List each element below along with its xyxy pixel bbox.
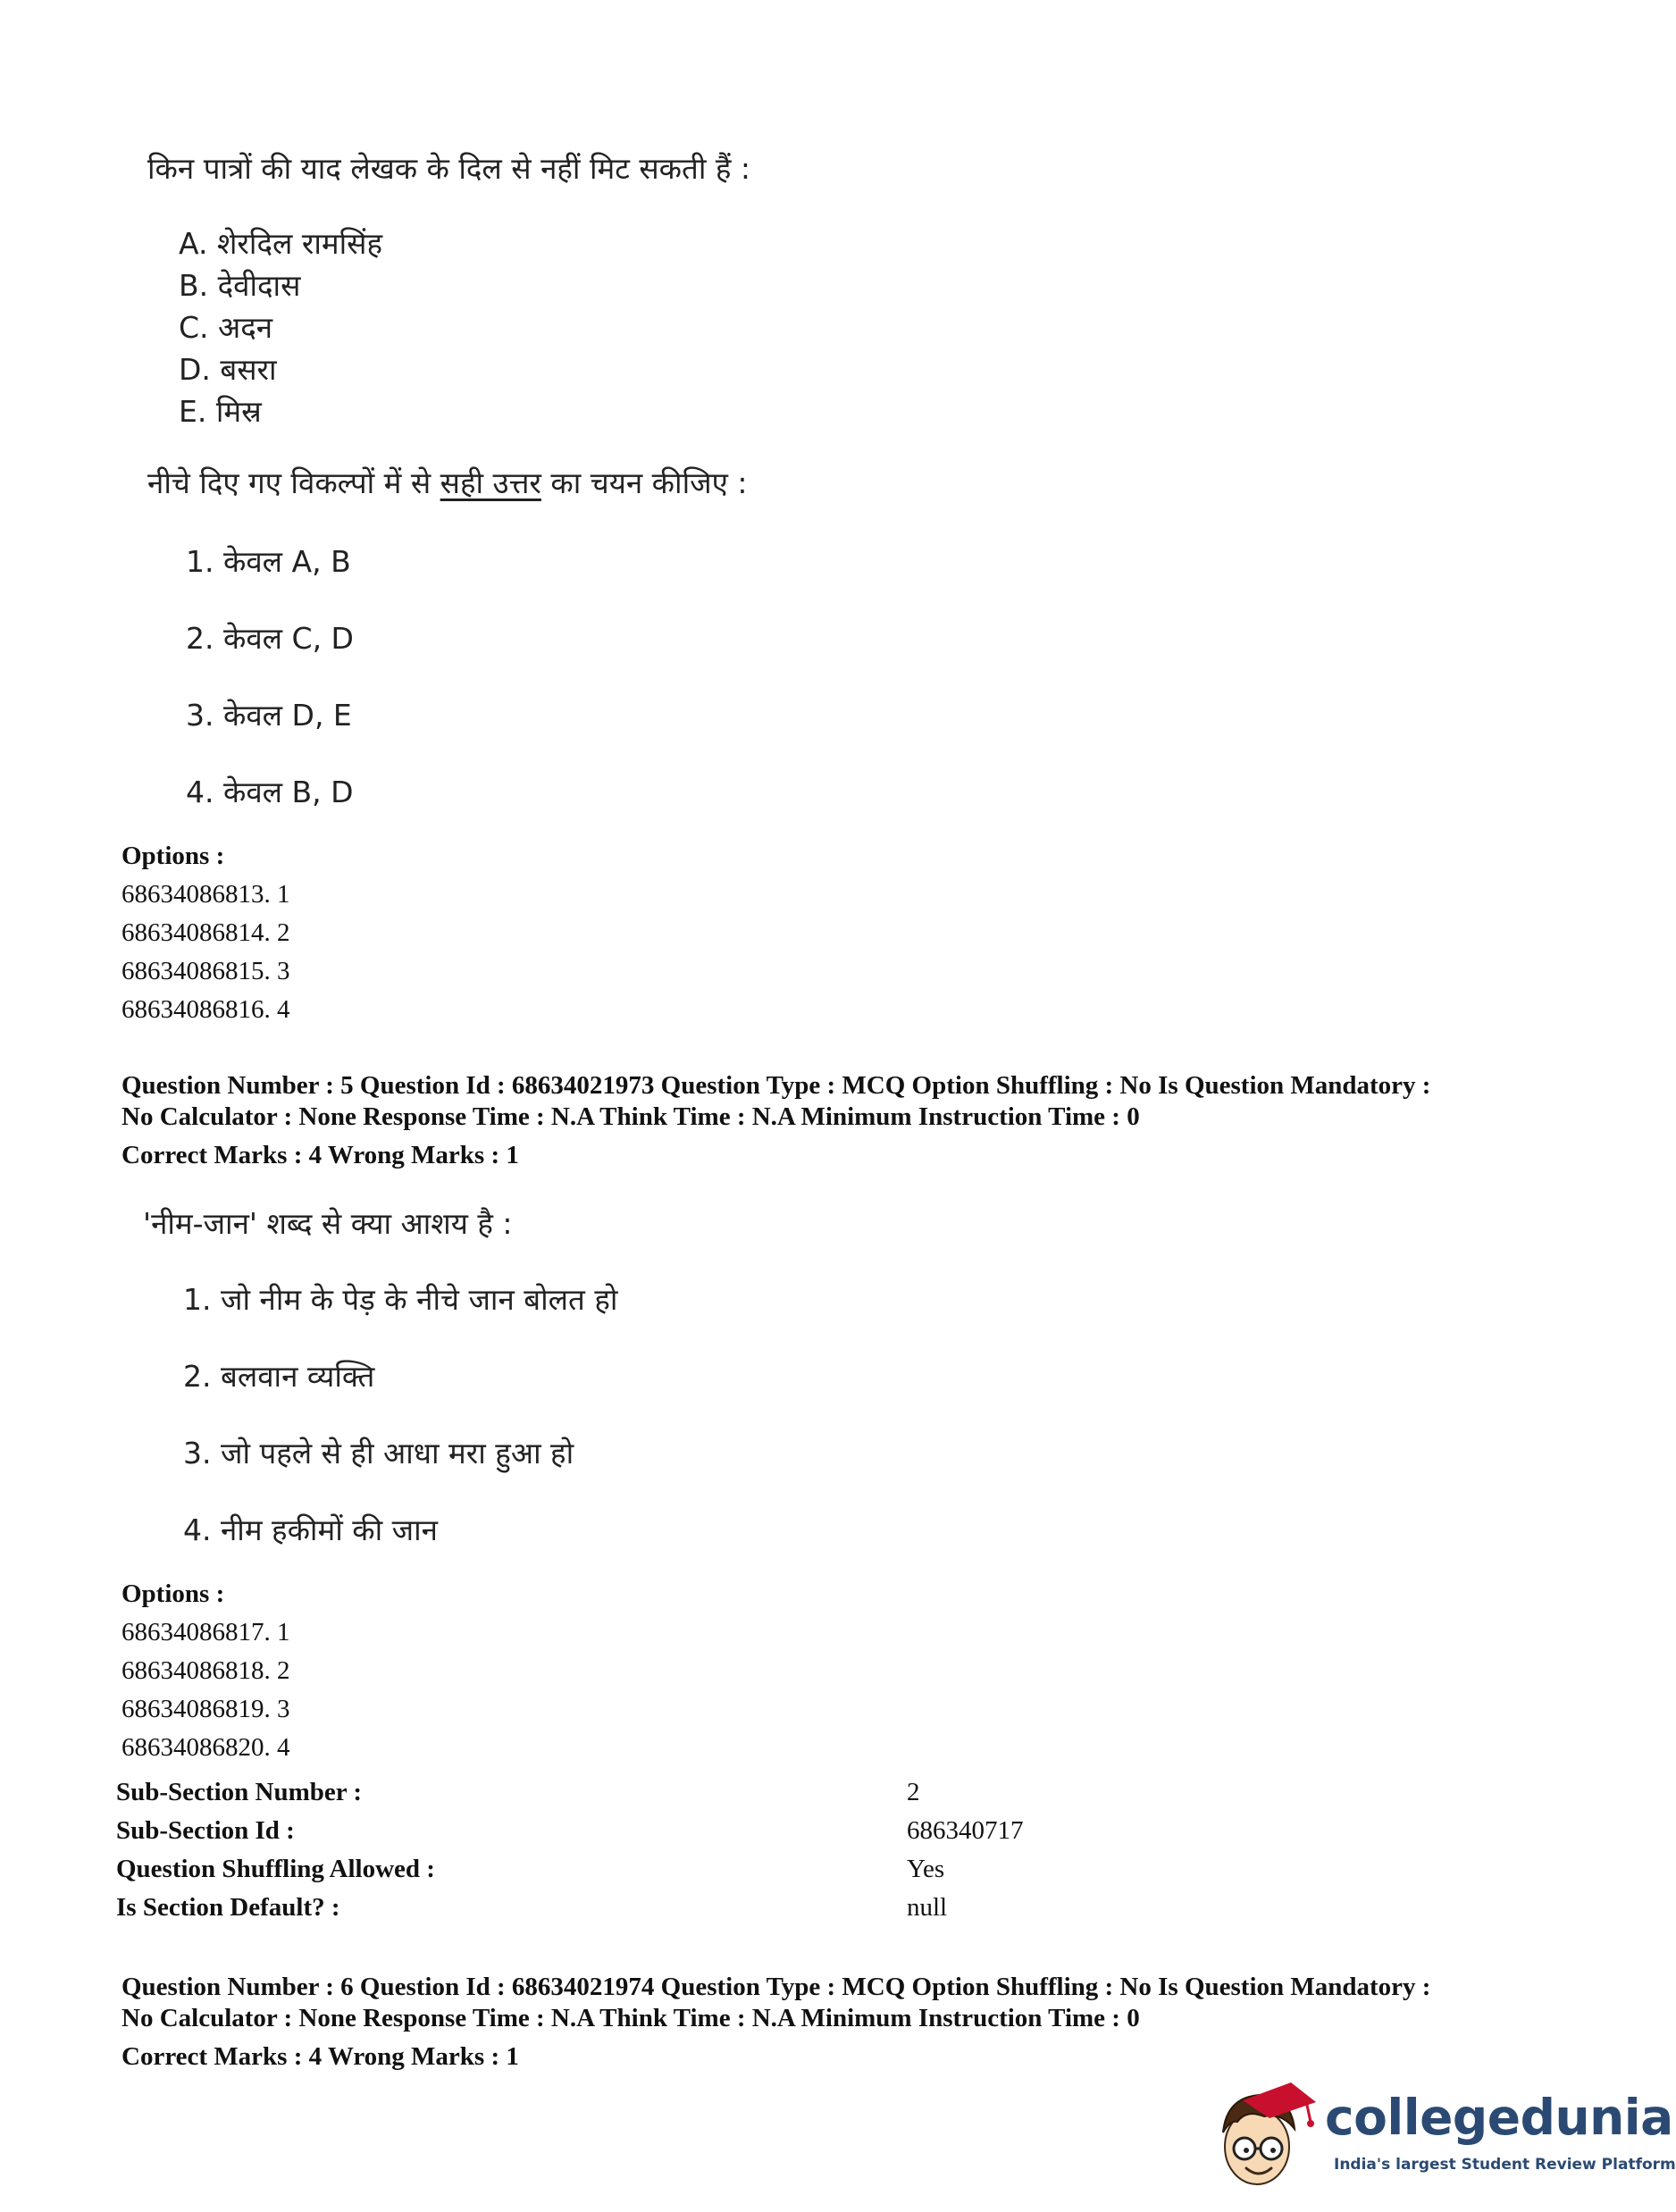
section-default-value: null [907, 1893, 948, 1922]
question-shuffling-value: Yes [907, 1855, 945, 1883]
q5-choice-1: 1. जो नीम के पेड़ के नीचे जान बोलत हो [183, 1282, 618, 1317]
question-shuffling-label: Question Shuffling Allowed : [116, 1855, 435, 1883]
q4-item-a: A. शेरदिल रामसिंह [179, 226, 383, 261]
q4-item-c: C. अदन [179, 310, 273, 345]
q4-choice-3: 3. केवल D, E [186, 698, 352, 733]
q5-option-id-3: 68634086819. 3 [122, 1695, 290, 1723]
q5-marks: Correct Marks : 4 Wrong Marks : 1 [122, 1141, 519, 1169]
q5-choice-4: 4. नीम हकीमों की जान [183, 1512, 438, 1547]
q5-meta-line2: No Calculator : None Response Time : N.A Think Time : N.A Minimum Instruction Time : 0 [122, 1102, 1140, 1131]
subsection-id-value: 686340717 [907, 1816, 1024, 1845]
q4-item-b: B. देवीदास [179, 268, 301, 303]
q5-option-id-1: 68634086817. 1 [122, 1618, 290, 1646]
q4-option-id-4: 68634086816. 4 [122, 995, 290, 1024]
q4-item-e: E. मिस्र [179, 394, 262, 429]
q4-option-id-3: 68634086815. 3 [122, 957, 290, 985]
q5-option-id-2: 68634086818. 2 [122, 1656, 290, 1685]
q5-options-label: Options : [122, 1579, 225, 1608]
q4-choice-4: 4. केवल B, D [186, 775, 354, 809]
q5-meta-line1: Question Number : 5 Question Id : 68634021973 Question Type : MCQ Option Shuffling : No Is Question Mandatory : [122, 1071, 1431, 1100]
q5-option-id-4: 68634086820. 4 [122, 1733, 290, 1762]
subsection-number-value: 2 [907, 1778, 920, 1806]
collegedunia-logo[interactable] [1211, 2077, 1676, 2198]
logo-wordmark: collegedunia [1325, 2089, 1673, 2146]
logo-tagline: India's largest Student Review Platform [1334, 2156, 1676, 2174]
q6-meta-line2: No Calculator : None Response Time : N.A Think Time : N.A Minimum Instruction Time : 0 [122, 2004, 1140, 2032]
q4-option-id-2: 68634086814. 2 [122, 918, 290, 947]
q4-choice-1: 1. केवल A, B [186, 544, 351, 579]
q4-option-id-1: 68634086813. 1 [122, 880, 290, 909]
q5-stem: 'नीम-जान' शब्द से क्या आशय है : [143, 1206, 513, 1241]
q6-meta-line1: Question Number : 6 Question Id : 68634021974 Question Type : MCQ Option Shuffling : No Is Question Mandatory : [122, 1973, 1431, 2001]
subsection-id-label: Sub-Section Id : [116, 1816, 295, 1845]
subsection-number-label: Sub-Section Number : [116, 1778, 362, 1806]
q4-instruction-pre: नीचे दिए गए विकल्पों में से [147, 465, 440, 500]
section-default-label: Is Section Default? : [116, 1893, 340, 1922]
q4-instruction-post: का चयन कीजिए : [541, 465, 748, 500]
mascot-icon [1211, 2077, 1327, 2198]
q4-instruction-underlined: सही उत्तर [440, 465, 541, 500]
q4-instruction [147, 465, 748, 500]
q4-options-label: Options : [122, 842, 225, 870]
q4-stem: किन पात्रों की याद लेखक के दिल से नहीं मिट सकती हैं : [147, 151, 750, 186]
q5-choice-3: 3. जो पहले से ही आधा मरा हुआ हो [183, 1436, 574, 1470]
q4-choice-2: 2. केवल C, D [186, 621, 354, 656]
q4-item-d: D. बसरा [179, 352, 277, 387]
q6-marks: Correct Marks : 4 Wrong Marks : 1 [122, 2042, 519, 2071]
q5-choice-2: 2. बलवान व्यक्ति [183, 1359, 375, 1394]
